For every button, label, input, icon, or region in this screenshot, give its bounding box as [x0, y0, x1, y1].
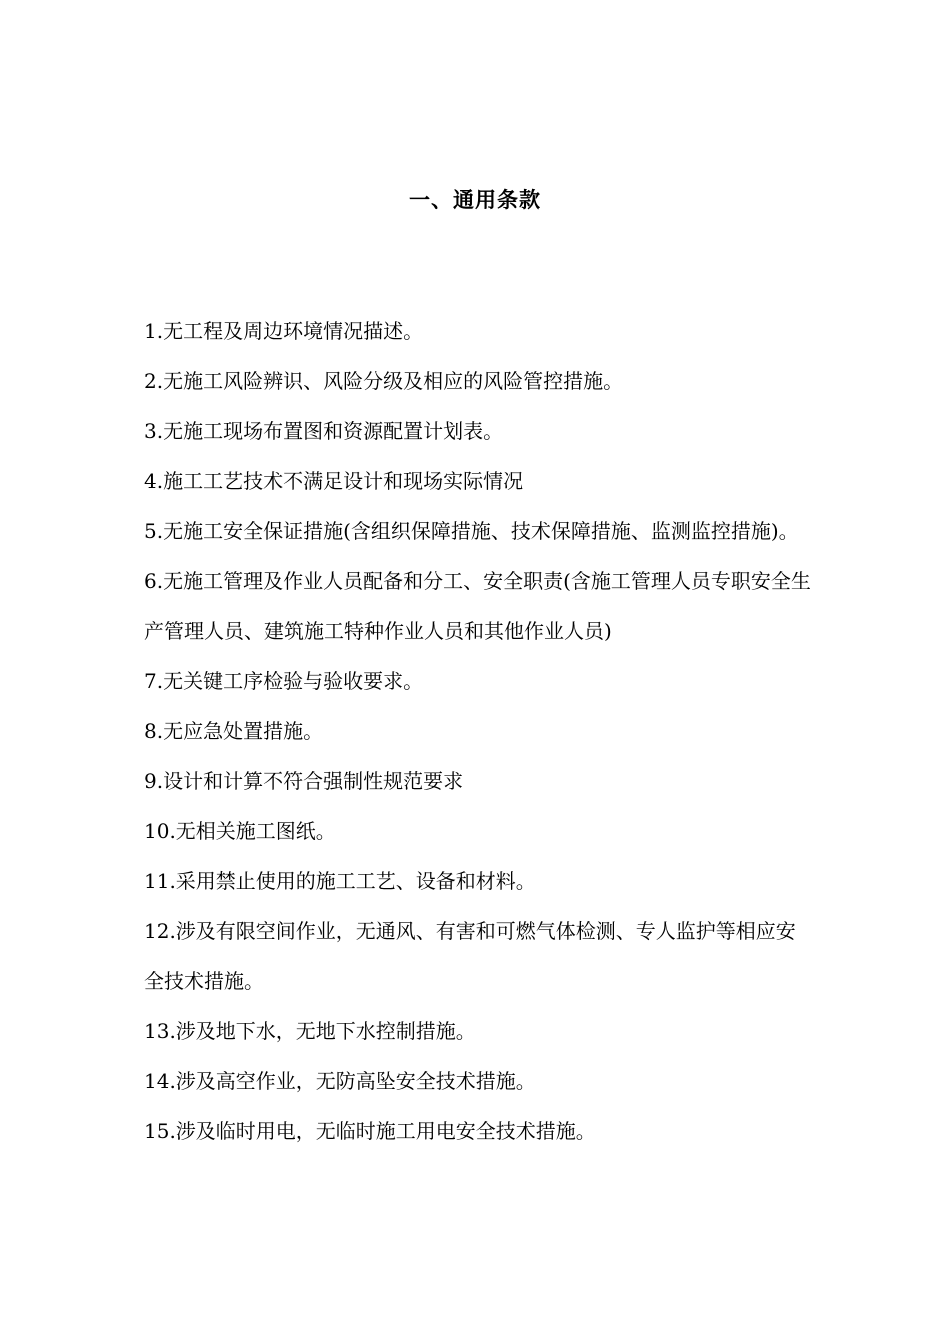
clause-item: 3.无施工现场布置图和资源配置计划表。 — [144, 419, 504, 443]
section-title: 一、通用条款 — [409, 188, 541, 212]
clause-item: 4.施工工艺技术不满足设计和现场实际情况 — [144, 469, 524, 493]
clause-item: 6.无施工管理及作业人员配备和分工、安全职责(含施工管理人员专职安全生产管理人员、建筑施工特种作业人员和其他作业人员) — [144, 569, 811, 643]
clause-item: 14.涉及高空作业，无防高坠安全技术措施。 — [144, 1069, 536, 1093]
clause-item: 8.无应急处置措施。 — [144, 719, 324, 743]
clause-item: 13.涉及地下水，无地下水控制措施。 — [144, 1019, 476, 1043]
clause-item: 1.无工程及周边环境情况描述。 — [144, 319, 424, 343]
clause-item: 15.涉及临时用电，无临时施工用电安全技术措施。 — [144, 1119, 596, 1143]
clause-item: 9.设计和计算不符合强制性规范要求 — [144, 769, 464, 793]
clause-item: 11.采用禁止使用的施工工艺、设备和材料。 — [144, 869, 536, 893]
clause-list — [144, 306, 814, 1156]
clause-item: 10.无相关施工图纸。 — [144, 819, 336, 843]
clause-item: 12.涉及有限空间作业，无通风、有害和可燃气体检测、专人监护等相应安全技术措施。 — [144, 919, 796, 993]
clause-item: 5.无施工安全保证措施(含组织保障措施、技术保障措施、监测监控措施)。 — [144, 519, 799, 543]
clause-item: 7.无关键工序检验与验收要求。 — [144, 669, 424, 693]
clause-item: 2.无施工风险辨识、风险分级及相应的风险管控措施。 — [144, 369, 624, 393]
